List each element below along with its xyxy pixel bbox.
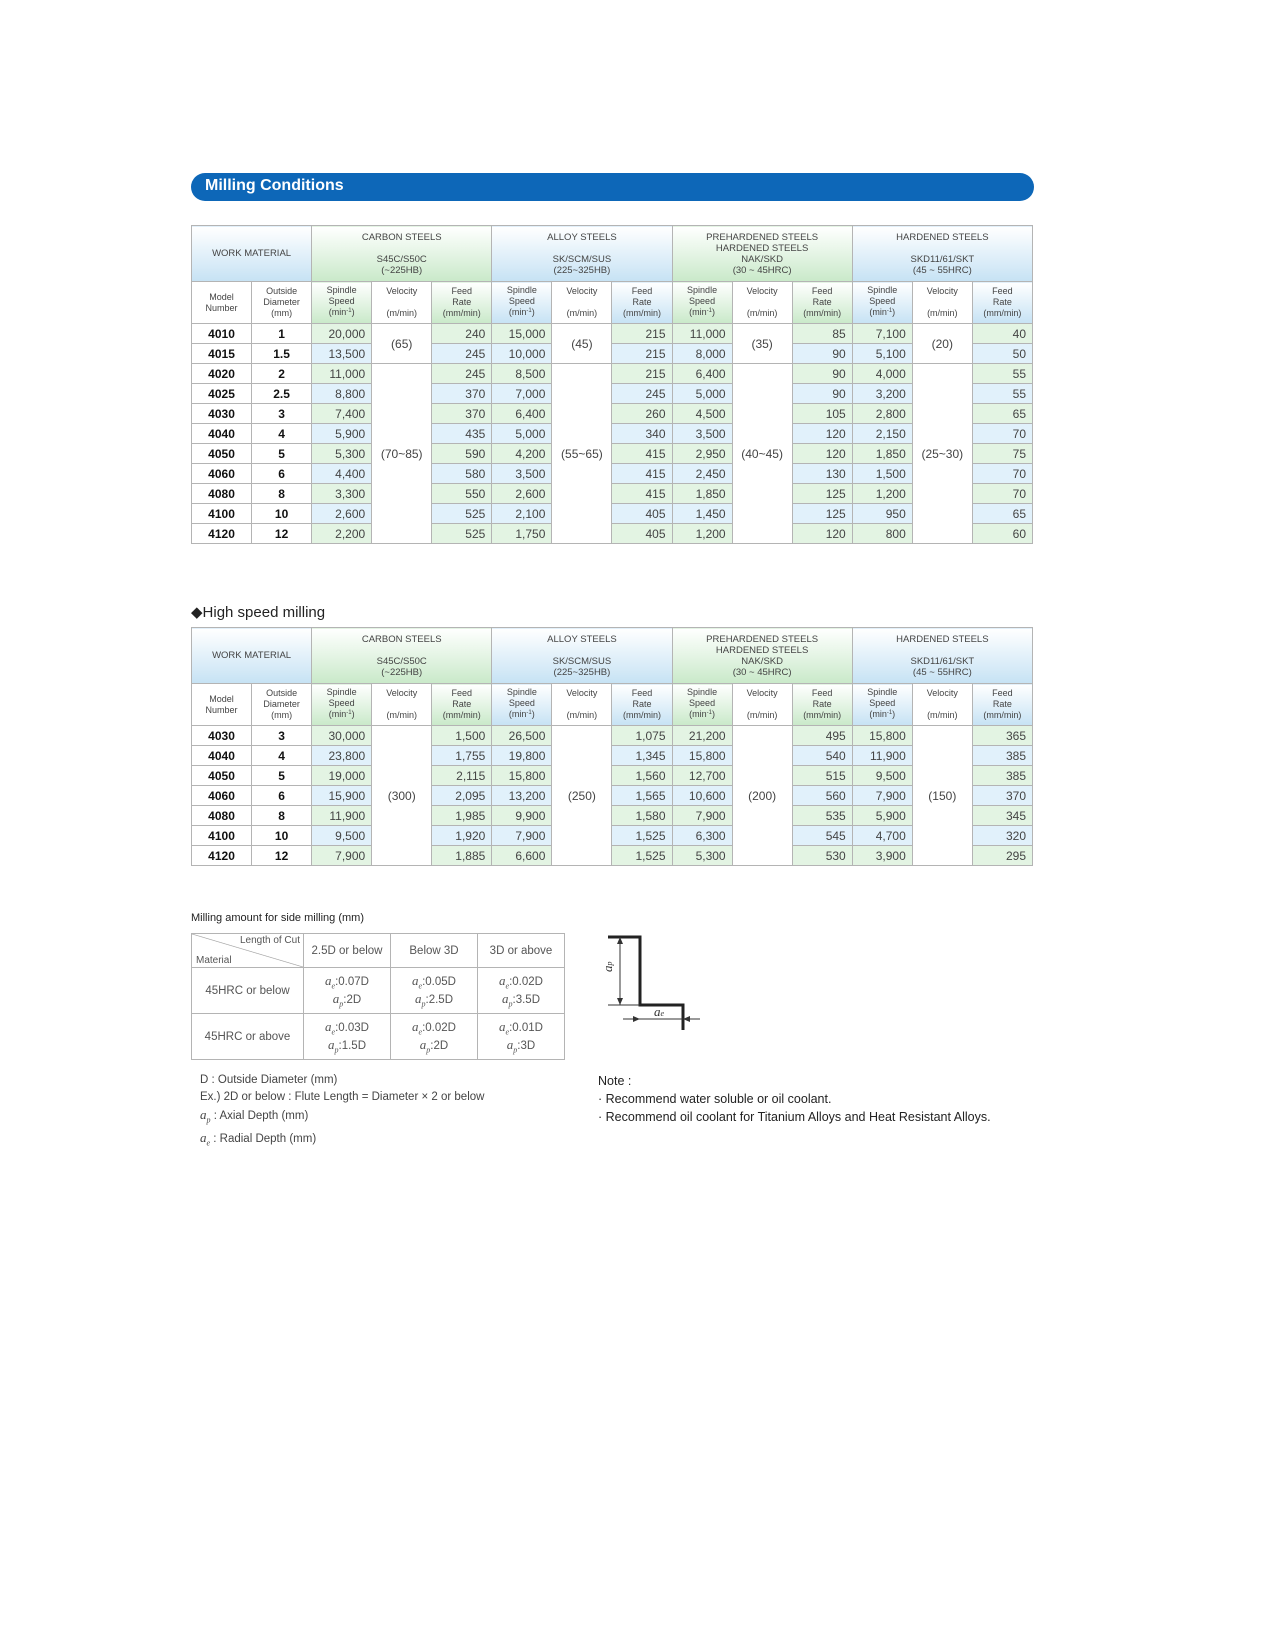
column-header-row [192, 282, 1033, 324]
feed-rate-cell: 65 [972, 504, 1032, 524]
feed-rate-cell: 340 [612, 424, 672, 444]
spindle-speed-cell: 6,300 [672, 826, 732, 846]
spindle-speed-cell: 1,200 [672, 524, 732, 544]
velocity-cell: (45) [552, 324, 612, 364]
spindle-speed-cell: 5,900 [852, 806, 912, 826]
spindle-speed-header: Spindle Speed $(\min^{-1})$ [672, 282, 732, 324]
spindle-speed-header: Spindle Speed $(\min^{-1})$ [312, 282, 372, 324]
spindle-speed-cell: 6,400 [492, 404, 552, 424]
feed-rate-cell: 580 [432, 464, 492, 484]
spindle-speed-cell: 1,500 [852, 464, 912, 484]
side-milling-title: Milling amount for side milling (mm) [191, 912, 364, 924]
feed-rate-cell: 535 [792, 806, 852, 826]
depth-cell: $a_e:0.03D$ $a_p:1.5D$ [304, 1014, 391, 1060]
feed-rate-cell: 370 [432, 384, 492, 404]
spindle-speed-cell: 9,900 [492, 806, 552, 826]
table-row [192, 444, 1033, 464]
model-number-cell: 4120 [192, 524, 252, 544]
feed-rate-cell: 85 [792, 324, 852, 344]
spindle-speed-cell: 3,500 [492, 464, 552, 484]
model-number-cell: 4040 [192, 424, 252, 444]
spindle-speed-cell: 2,950 [672, 444, 732, 464]
diameter-cell: 4 [252, 424, 312, 444]
spindle-speed-cell: 5,100 [852, 344, 912, 364]
feed-rate-cell: 70 [972, 424, 1032, 444]
diameter-cell: 1.5 [252, 344, 312, 364]
work-material-header: WORK MATERIAL [192, 226, 312, 282]
feed-rate-cell: 65 [972, 404, 1032, 424]
velocity-header: Velocity (m/min) [732, 684, 792, 726]
velocity-cell: (65) [372, 324, 432, 364]
spindle-speed-cell: 13,200 [492, 786, 552, 806]
legend-line: D : Outside Diameter (mm) [200, 1074, 338, 1086]
table-row [192, 726, 1033, 746]
feed-rate-cell: 415 [612, 444, 672, 464]
table-row [192, 1014, 565, 1060]
spindle-speed-cell: 2,200 [312, 524, 372, 544]
spindle-speed-cell: 15,000 [492, 324, 552, 344]
velocity-cell: (250) [552, 726, 612, 866]
feed-rate-cell: 435 [432, 424, 492, 444]
diameter-cell: 4 [252, 746, 312, 766]
spindle-speed-cell: 4,400 [312, 464, 372, 484]
feed-rate-cell: 530 [792, 846, 852, 866]
feed-rate-cell: 415 [612, 484, 672, 504]
model-number-cell: 4100 [192, 826, 252, 846]
feed-rate-cell: 405 [612, 524, 672, 544]
spindle-speed-cell: 4,700 [852, 826, 912, 846]
spindle-speed-cell: 950 [852, 504, 912, 524]
spindle-speed-cell: 1,850 [852, 444, 912, 464]
feed-rate-cell: 215 [612, 344, 672, 364]
arrow-right-icon [633, 1016, 640, 1022]
spindle-speed-cell: 15,900 [312, 786, 372, 806]
feed-rate-cell: 590 [432, 444, 492, 464]
carbon-steels-header: CARBON STEELS S45C/S50C (~225HB) [312, 226, 492, 282]
feed-rate-cell: 385 [972, 746, 1032, 766]
feed-rate-cell: 245 [432, 344, 492, 364]
feed-rate-header: Feed Rate (mm/min) [792, 282, 852, 324]
depth-cell: $a_e:0.02D$ $a_p:3.5D$ [478, 968, 565, 1014]
spindle-speed-cell: 8,800 [312, 384, 372, 404]
feed-rate-cell: 1,885 [432, 846, 492, 866]
depth-cell: $a_e:0.02D$ $a_p:2D$ [391, 1014, 478, 1060]
spindle-speed-cell: 15,800 [852, 726, 912, 746]
table-row [192, 384, 1033, 404]
diameter-cell: 10 [252, 826, 312, 846]
spindle-speed-header: Spindle Speed $(\min^{-1})$ [492, 684, 552, 726]
feed-rate-cell: 1,345 [612, 746, 672, 766]
spindle-speed-cell: 9,500 [312, 826, 372, 846]
spindle-speed-cell: 2,450 [672, 464, 732, 484]
legend-line: Ex.) 2D or below : Flute Length = Diameter × 2 or below [200, 1091, 485, 1103]
outside-diameter-header: Outside Diameter (mm) [252, 684, 312, 726]
spindle-speed-cell: 13,500 [312, 344, 372, 364]
hardened-steels-header: HARDENED STEELS SKD11/61/SKT (45 ~ 55HRC) [852, 226, 1032, 282]
spindle-speed-header: Spindle Speed $(\min^{-1})$ [672, 684, 732, 726]
feed-rate-cell: 1,500 [432, 726, 492, 746]
spindle-speed-cell: 10,600 [672, 786, 732, 806]
feed-rate-cell: 560 [792, 786, 852, 806]
table-row [192, 846, 1033, 866]
diameter-cell: 8 [252, 484, 312, 504]
spindle-speed-cell: 19,800 [492, 746, 552, 766]
spindle-speed-cell: 9,500 [852, 766, 912, 786]
spindle-speed-cell: 2,150 [852, 424, 912, 444]
model-number-cell: 4040 [192, 746, 252, 766]
spindle-speed-cell: 2,600 [312, 504, 372, 524]
feed-rate-cell: 50 [972, 344, 1032, 364]
table-row [192, 968, 565, 1014]
feed-rate-cell: 1,525 [612, 826, 672, 846]
velocity-header: Velocity (m/min) [912, 282, 972, 324]
table-row [192, 826, 1033, 846]
spindle-speed-cell: 30,000 [312, 726, 372, 746]
model-number-cell: 4060 [192, 786, 252, 806]
feed-rate-header: Feed Rate (mm/min) [972, 684, 1032, 726]
note-item: · Recommend water soluble or oil coolant. [598, 1092, 832, 1106]
diameter-cell: 5 [252, 766, 312, 786]
spindle-speed-cell: 20,000 [312, 324, 372, 344]
diameter-cell: 2.5 [252, 384, 312, 404]
spindle-speed-cell: 8,000 [672, 344, 732, 364]
spindle-speed-cell: 15,800 [492, 766, 552, 786]
feed-rate-cell: 75 [972, 444, 1032, 464]
feed-rate-cell: 405 [612, 504, 672, 524]
table-row [192, 766, 1033, 786]
table-row [192, 504, 1033, 524]
legend-line: $a_p$ : Axial Depth (mm) [200, 1107, 309, 1125]
diameter-cell: 12 [252, 846, 312, 866]
depth-cell: $a_e:0.01D$ $a_p:3D$ [478, 1014, 565, 1060]
spindle-speed-cell: 12,700 [672, 766, 732, 786]
feed-rate-cell: 245 [432, 364, 492, 384]
feed-rate-header: Feed Rate (mm/min) [612, 282, 672, 324]
velocity-cell: (40~45) [732, 364, 792, 544]
spindle-speed-cell: 2,800 [852, 404, 912, 424]
feed-rate-cell: 540 [792, 746, 852, 766]
column-header: 2.5D or below [304, 934, 391, 968]
spindle-speed-cell: 5,000 [492, 424, 552, 444]
feed-rate-cell: 40 [972, 324, 1032, 344]
spindle-speed-cell: 7,900 [852, 786, 912, 806]
spindle-speed-cell: 3,900 [852, 846, 912, 866]
model-number-cell: 4080 [192, 484, 252, 504]
velocity-cell: (25~30) [912, 364, 972, 544]
table-row [192, 464, 1033, 484]
feed-rate-cell: 2,095 [432, 786, 492, 806]
depth-cell: $a_e:0.07D$ $a_p:2D$ [304, 968, 391, 1014]
legend-line: $a_e$ : Radial Depth (mm) [200, 1129, 317, 1148]
feed-rate-cell: 550 [432, 484, 492, 504]
table-row [192, 524, 1033, 544]
outside-diameter-header: Outside Diameter (mm) [252, 282, 312, 324]
spindle-speed-cell: 4,500 [672, 404, 732, 424]
spindle-speed-cell: 4,200 [492, 444, 552, 464]
feed-rate-cell: 320 [972, 826, 1032, 846]
velocity-cell: (20) [912, 324, 972, 364]
notes-title: Note : [598, 1074, 632, 1088]
table-row [192, 404, 1033, 424]
feed-rate-cell: 70 [972, 464, 1032, 484]
velocity-header: Velocity (m/min) [912, 684, 972, 726]
spindle-speed-cell: 7,400 [312, 404, 372, 424]
arrow-down-icon [617, 998, 623, 1005]
table-row [192, 746, 1033, 766]
model-number-cell: 4030 [192, 404, 252, 424]
spindle-speed-cell: 7,900 [672, 806, 732, 826]
milling-conditions-table [191, 225, 1033, 544]
feed-rate-cell: 55 [972, 364, 1032, 384]
spindle-speed-cell: 3,300 [312, 484, 372, 504]
diameter-cell: 8 [252, 806, 312, 826]
model-number-cell: 4015 [192, 344, 252, 364]
spindle-speed-header: Spindle Speed $(\min^{-1})$ [852, 282, 912, 324]
feed-rate-cell: 1,985 [432, 806, 492, 826]
velocity-cell: (300) [372, 726, 432, 866]
feed-rate-cell: 370 [972, 786, 1032, 806]
spindle-speed-cell: 5,000 [672, 384, 732, 404]
diameter-cell: 6 [252, 464, 312, 484]
table-row [192, 424, 1033, 444]
velocity-header: Velocity (m/min) [552, 282, 612, 324]
feed-rate-cell: 2,115 [432, 766, 492, 786]
velocity-cell: (150) [912, 726, 972, 866]
spindle-speed-cell: 7,900 [492, 826, 552, 846]
legend [200, 1072, 484, 1151]
feed-rate-cell: 1,580 [612, 806, 672, 826]
prehardened-steels-header: PREHARDENED STEELS HARDENED STEELS NAK/SKD (30 ~ 45HRC) [672, 226, 852, 282]
velocity-cell: (35) [732, 324, 792, 364]
feed-rate-cell: 90 [792, 384, 852, 404]
diameter-cell: 12 [252, 524, 312, 544]
spindle-speed-cell: 5,300 [672, 846, 732, 866]
section-title: Milling Conditions [205, 177, 344, 194]
feed-rate-cell: 60 [972, 524, 1032, 544]
feed-rate-cell: 120 [792, 524, 852, 544]
feed-rate-header: Feed Rate (mm/min) [792, 684, 852, 726]
model-number-header: Model Number [192, 282, 252, 324]
diameter-cell: 5 [252, 444, 312, 464]
feed-rate-cell: 90 [792, 364, 852, 384]
velocity-header: Velocity (m/min) [372, 684, 432, 726]
ap-label: ap [600, 961, 615, 972]
feed-rate-cell: 495 [792, 726, 852, 746]
spindle-speed-cell: 3,500 [672, 424, 732, 444]
model-number-cell: 4060 [192, 464, 252, 484]
feed-rate-cell: 245 [612, 384, 672, 404]
material-header-row [192, 628, 1033, 684]
work-material-header: WORK MATERIAL [192, 628, 312, 684]
velocity-cell: (55~65) [552, 364, 612, 544]
diameter-cell: 6 [252, 786, 312, 806]
feed-rate-cell: 1,565 [612, 786, 672, 806]
material-header-row [192, 226, 1033, 282]
column-header: 3D or above [478, 934, 565, 968]
velocity-header: Velocity (m/min) [732, 282, 792, 324]
feed-rate-cell: 525 [432, 524, 492, 544]
material-cell: 45HRC or below [192, 968, 304, 1014]
spindle-speed-cell: 1,750 [492, 524, 552, 544]
feed-rate-header: Feed Rate (mm/min) [432, 684, 492, 726]
spindle-speed-cell: 7,000 [492, 384, 552, 404]
material-label: Material [196, 955, 232, 966]
feed-rate-cell: 120 [792, 424, 852, 444]
feed-rate-cell: 70 [972, 484, 1032, 504]
diameter-cell: 1 [252, 324, 312, 344]
feed-rate-cell: 415 [612, 464, 672, 484]
spindle-speed-cell: 7,900 [312, 846, 372, 866]
spindle-speed-cell: 23,800 [312, 746, 372, 766]
high-speed-title: ◆High speed milling [191, 604, 326, 621]
model-number-cell: 4120 [192, 846, 252, 866]
spindle-speed-cell: 10,000 [492, 344, 552, 364]
depth-cell: $a_e:0.05D$ $a_p:2.5D$ [391, 968, 478, 1014]
feed-rate-cell: 1,560 [612, 766, 672, 786]
model-number-header: Model Number [192, 684, 252, 726]
feed-rate-cell: 545 [792, 826, 852, 846]
spindle-speed-cell: 6,600 [492, 846, 552, 866]
model-number-cell: 4050 [192, 444, 252, 464]
spindle-speed-cell: 15,800 [672, 746, 732, 766]
feed-rate-header: Feed Rate (mm/min) [432, 282, 492, 324]
feed-rate-cell: 130 [792, 464, 852, 484]
table-row [192, 484, 1033, 504]
feed-rate-cell: 240 [432, 324, 492, 344]
ae-label: ae [654, 1004, 665, 1019]
diameter-cell: 3 [252, 404, 312, 424]
model-number-cell: 4025 [192, 384, 252, 404]
feed-rate-cell: 385 [972, 766, 1032, 786]
feed-rate-cell: 105 [792, 404, 852, 424]
cut-profile-icon [608, 937, 683, 1030]
velocity-header: Velocity (m/min) [372, 282, 432, 324]
hardened-steels-header: HARDENED STEELS SKD11/61/SKT (45 ~ 55HRC) [852, 628, 1032, 684]
model-number-cell: 4010 [192, 324, 252, 344]
feed-rate-cell: 125 [792, 484, 852, 504]
spindle-speed-cell: 6,400 [672, 364, 732, 384]
spindle-speed-cell: 1,450 [672, 504, 732, 524]
feed-rate-header: Feed Rate (mm/min) [612, 684, 672, 726]
spindle-speed-cell: 1,200 [852, 484, 912, 504]
spindle-speed-cell: 7,100 [852, 324, 912, 344]
spindle-speed-cell: 11,900 [312, 806, 372, 826]
spindle-speed-cell: 11,000 [312, 364, 372, 384]
feed-rate-cell: 55 [972, 384, 1032, 404]
table-row [192, 806, 1033, 826]
spindle-speed-cell: 800 [852, 524, 912, 544]
table-row [192, 324, 1033, 344]
velocity-header: Velocity (m/min) [552, 684, 612, 726]
spindle-speed-cell: 2,600 [492, 484, 552, 504]
spindle-speed-cell: 11,000 [672, 324, 732, 344]
feed-rate-cell: 345 [972, 806, 1032, 826]
notes [598, 1072, 991, 1126]
prehardened-steels-header: PREHARDENED STEELS HARDENED STEELS NAK/SKD (30 ~ 45HRC) [672, 628, 852, 684]
side-milling-diagram [598, 930, 708, 1040]
model-number-cell: 4020 [192, 364, 252, 384]
material-cell: 45HRC or above [192, 1014, 304, 1060]
carbon-steels-header: CARBON STEELS S45C/S50C (~225HB) [312, 628, 492, 684]
table-row [192, 364, 1033, 384]
model-number-cell: 4100 [192, 504, 252, 524]
diameter-cell: 2 [252, 364, 312, 384]
table-row [192, 786, 1033, 806]
feed-rate-cell: 125 [792, 504, 852, 524]
feed-rate-cell: 120 [792, 444, 852, 464]
feed-rate-cell: 1,920 [432, 826, 492, 846]
feed-rate-cell: 365 [972, 726, 1032, 746]
feed-rate-cell: 215 [612, 364, 672, 384]
spindle-speed-cell: 21,200 [672, 726, 732, 746]
feed-rate-cell: 295 [972, 846, 1032, 866]
feed-rate-cell: 215 [612, 324, 672, 344]
side-milling-table [191, 933, 565, 1060]
table-row [192, 344, 1033, 364]
spindle-speed-cell: 26,500 [492, 726, 552, 746]
diameter-cell: 10 [252, 504, 312, 524]
spindle-speed-cell: 5,900 [312, 424, 372, 444]
spindle-speed-cell: 5,300 [312, 444, 372, 464]
alloy-steels-header: ALLOY STEELS SK/SCM/SUS (225~325HB) [492, 226, 672, 282]
alloy-steels-header: ALLOY STEELS SK/SCM/SUS (225~325HB) [492, 628, 672, 684]
high-speed-milling-table [191, 627, 1033, 866]
feed-rate-cell: 515 [792, 766, 852, 786]
spindle-speed-cell: 1,850 [672, 484, 732, 504]
corner-header [192, 934, 304, 968]
spindle-speed-header: Spindle Speed $(\min^{-1})$ [852, 684, 912, 726]
feed-rate-cell: 90 [792, 344, 852, 364]
feed-rate-cell: 370 [432, 404, 492, 424]
spindle-speed-cell: 2,100 [492, 504, 552, 524]
model-number-cell: 4030 [192, 726, 252, 746]
feed-rate-cell: 1,075 [612, 726, 672, 746]
column-header: Below 3D [391, 934, 478, 968]
spindle-speed-cell: 4,000 [852, 364, 912, 384]
column-header-row [192, 684, 1033, 726]
feed-rate-cell: 260 [612, 404, 672, 424]
velocity-cell: (70~85) [372, 364, 432, 544]
feed-rate-cell: 525 [432, 504, 492, 524]
velocity-cell: (200) [732, 726, 792, 866]
spindle-speed-header: Spindle Speed $(\min^{-1})$ [492, 282, 552, 324]
feed-rate-header: Feed Rate (mm/min) [972, 282, 1032, 324]
spindle-speed-cell: 8,500 [492, 364, 552, 384]
feed-rate-cell: 1,755 [432, 746, 492, 766]
spindle-speed-cell: 11,900 [852, 746, 912, 766]
model-number-cell: 4050 [192, 766, 252, 786]
feed-rate-cell: 1,525 [612, 846, 672, 866]
spindle-speed-cell: 19,000 [312, 766, 372, 786]
model-number-cell: 4080 [192, 806, 252, 826]
spindle-speed-header: Spindle Speed $(\min^{-1})$ [312, 684, 372, 726]
section-banner [191, 173, 1034, 201]
length-of-cut-label: Length of Cut [239, 935, 300, 946]
spindle-speed-cell: 3,200 [852, 384, 912, 404]
diameter-cell: 3 [252, 726, 312, 746]
note-item: · Recommend oil coolant for Titanium Alloys and Heat Resistant Alloys. [598, 1110, 991, 1124]
